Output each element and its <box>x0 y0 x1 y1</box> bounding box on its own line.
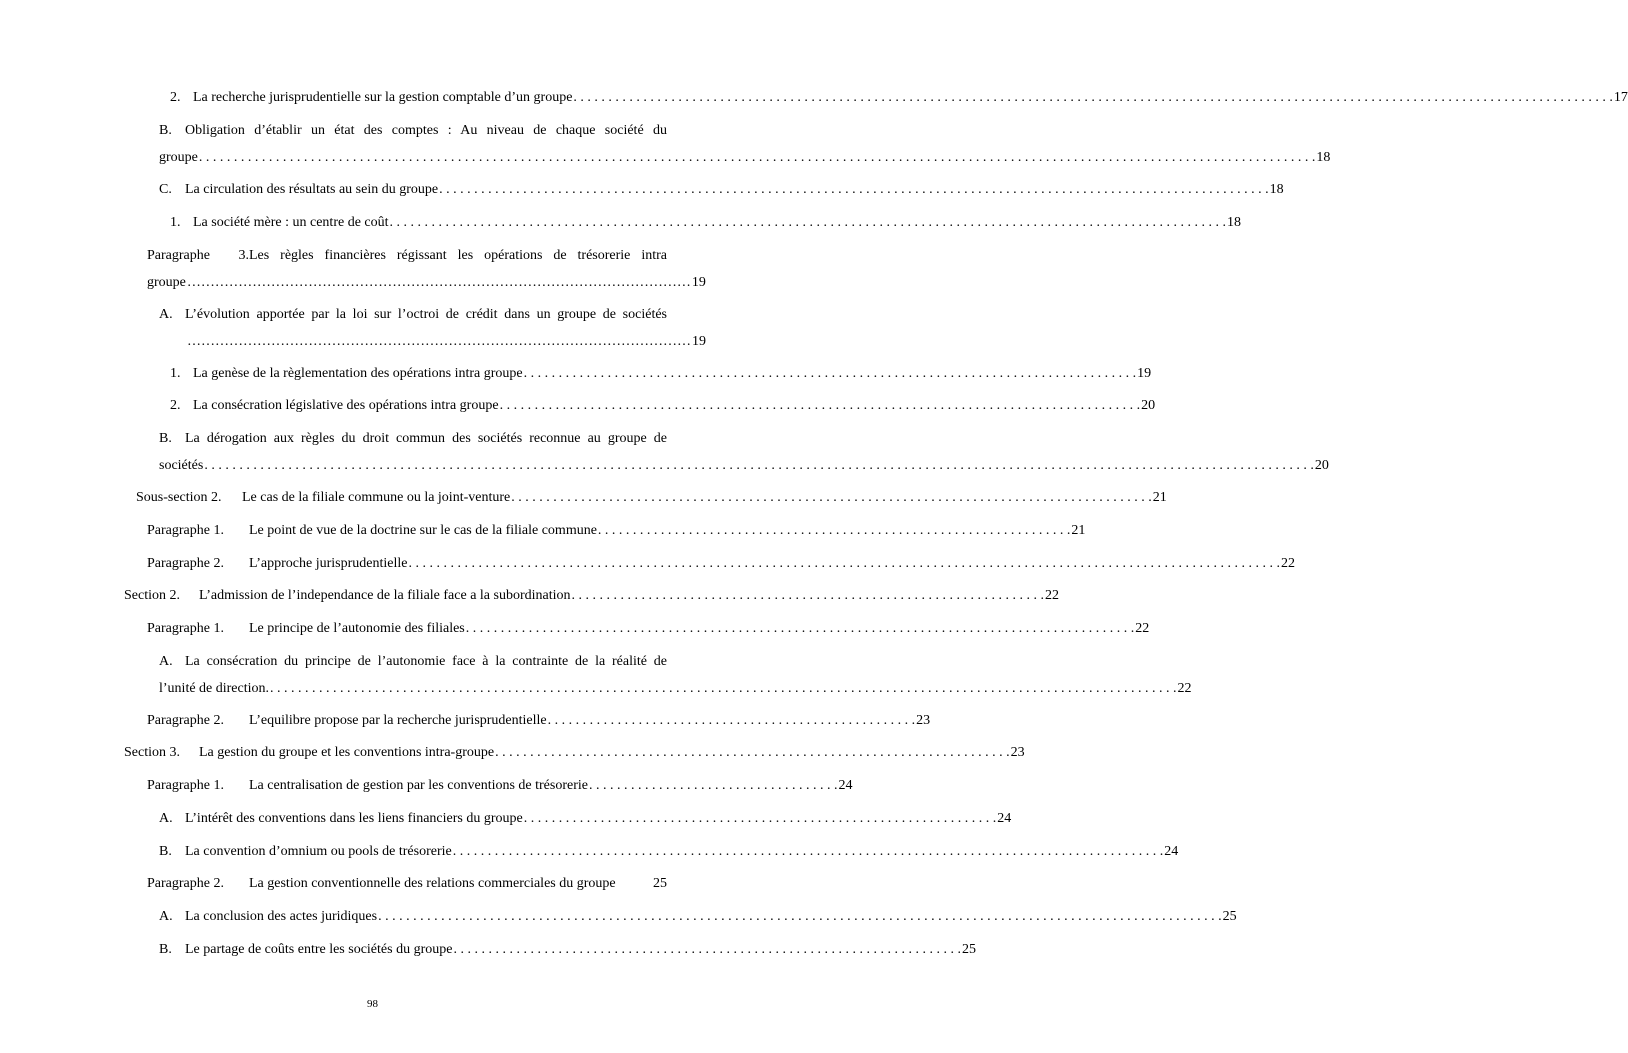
dot-leader: . . . . . . . . . . . . . . . . . . . . . . . . . . . . . . . . . . . . . . . . . . . . . . . . . . . . . . . . . . . . . . . . . . . . . . . . . . . . . . . . . . . . . . . . . . . . . . . . . . . . . . . . . . . . . . . . . . . . . . . . <box>389 215 1227 230</box>
dot-leader: . . . . . . . . . . . . . . . . . . . . . . . . . . . . . . . . . . . . <box>589 778 838 793</box>
toc-entry[interactable] <box>159 649 1192 702</box>
toc-entry-title: L’admission de l’independance de la filiale face a la subordination <box>199 588 571 603</box>
dot-leader: . . . . . . . . . . . . . . . . . . . . . . . . . . . . . . . . . . . . . . . . . . . . . . . . . . . . . . . . . . . . . . . . . . . . . . . . . . . . . . . . . . . . . . . . . . . . . . . . . . . . . . . . . . . . . . . . . . . . . . . . . . . . . . . . . . <box>270 680 1177 696</box>
toc-page-number: 22 <box>1135 621 1150 636</box>
toc-page-number: 18 <box>1269 182 1284 197</box>
dot-leader: . . . . . . . . . . . . . . . . . . . . . . . . . . . . . . . . . . . . . . . . . . . . . . . . . . . . . . . . . . . . . . . . . . . . . . . . . <box>453 942 961 957</box>
toc-entry-title: La genèse de la règlementation des opérations intra groupe <box>193 366 523 381</box>
toc-page-number: 22 <box>1177 680 1192 696</box>
dot-leader: . . . . . . . . . . . . . . . . . . . . . . . . . . . . . . . . . . . . . . . . . . . . . . . . . . . . . . . . . . . . . . . . . . . . . . . . . . . . . . . . . . . . . . . . . . . . . . . . <box>465 621 1135 636</box>
toc-entry-number: A. <box>159 654 173 669</box>
toc-entry[interactable] <box>159 937 976 964</box>
toc-page-number: 25 <box>1222 909 1237 924</box>
dot-leader: . . . . . . . . . . . . . . . . . . . . . . . . . . . . . . . . . . . . . . . . . . . . . . . . . . . . . . . . . . . . . . . . . . . . <box>571 588 1045 603</box>
toc-entry-number: 1. <box>170 215 181 230</box>
toc-entry-title: La consécration législative des opérations intra groupe <box>193 398 499 413</box>
toc-page-number: 18 <box>1227 215 1242 230</box>
toc-entry-number: 1. <box>170 366 181 381</box>
toc-entry-title: La gestion conventionnelle des relations commerciales du groupe <box>249 876 616 891</box>
toc-page-number: 19 <box>692 333 706 349</box>
toc-entry[interactable] <box>124 583 1060 610</box>
toc-entry-number: Paragraphe 2. <box>147 556 224 571</box>
dot-leader: . . . . . . . . . . . . . . . . . . . . . . . . . . . . . . . . . . . . . . . . . . . . . . . . . . . . . . . . . . . . . . . . . . . . . . . . . . <box>495 745 1010 760</box>
toc-entry-number: B. <box>159 123 172 138</box>
toc-entry-number: A. <box>159 811 173 826</box>
toc-entry[interactable] <box>159 118 1331 171</box>
toc-entry-title: La convention d’omnium ou pools de trésorerie <box>185 844 452 859</box>
toc-entry-title: Le principe de l’autonomie des filiales <box>249 621 465 636</box>
toc-page-number: 23 <box>916 713 931 728</box>
dot-leader: . . . . . . . . . . . . . . . . . . . . . . . . . . . . . . . . . . . . . . . . . . . . . . . . . . . . . . . . . . . . . . . . . . . . . . . . . . . . . . . . . . . . . . . . . . . . . . . . . . . . . . . . . . . . . . . . . . . . . . . . . . . . . . . . . . . . . . . . . . . . . . . . . . . . . <box>573 90 1613 105</box>
toc-entry-title-continued: groupe <box>159 149 198 165</box>
toc-entry-title: L’évolution apportée par la loi sur l’octroi de crédit dans un groupe de sociétés <box>185 307 667 322</box>
toc-entry-number: B. <box>159 844 172 859</box>
toc-page-number: 19 <box>1137 366 1152 381</box>
toc-entry-title: La société mère : un centre de coût <box>193 215 389 230</box>
page-footer-number: 98 <box>367 998 378 1010</box>
toc-page-number: 22 <box>1280 556 1295 571</box>
toc-entry-number: B. <box>159 431 172 446</box>
toc-page-number: 18 <box>1316 149 1331 165</box>
toc-entry-title: Le point de vue de la doctrine sur le cas de la filiale commune <box>249 523 597 538</box>
toc-page-number: 25 <box>961 942 976 957</box>
toc-entry[interactable] <box>170 85 1628 112</box>
toc-entry[interactable] <box>147 871 667 898</box>
dot-leader: . . . . . . . . . . . . . . . . . . . . . . . . . . . . . . . . . . . . . . . . . . . . . . . . . . . . . <box>547 713 916 728</box>
toc-entry-number: Paragraphe 1. <box>147 778 224 793</box>
dot-leader: ……………………………………………………………………………………………… <box>187 333 691 349</box>
toc-entry[interactable] <box>170 393 1156 420</box>
toc-entry[interactable] <box>170 361 1152 388</box>
toc-entry[interactable] <box>159 302 706 355</box>
toc-entry-title: Le partage de coûts entre les sociétés du groupe <box>185 942 453 957</box>
toc-entry-number: 2. <box>170 90 181 105</box>
dot-leader: . . . . . . . . . . . . . . . . . . . . . . . . . . . . . . . . . . . . . . . . . . . . . . . . . . . . . . . . . . . . . . . . . . . . . . . . . . . . . . . . . . . . . . . . . . . . . . . . . . . . . . . . . . . . . . . . . . . . . . . <box>439 182 1269 197</box>
toc-entry[interactable] <box>147 616 1150 643</box>
toc-entry-number: A. <box>159 909 173 924</box>
toc-entry[interactable] <box>159 806 1012 833</box>
toc-entry-title-continued: l’unité de direction. <box>159 680 270 696</box>
toc-page-number: 23 <box>1010 745 1025 760</box>
dot-leader: . . . . . . . . . . . . . . . . . . . . . . . . . . . . . . . . . . . . . . . . . . . . . . . . . . . . . . . . . . . . . . . . . . . . . . . . . . . . . . . . . . . . . . . . . . . . . . . . . . . . . . . . . . . . . . . . . . . . . . . . . <box>378 909 1222 924</box>
toc-entry-title-continued: sociétés <box>159 457 204 473</box>
toc-entry-title: Obligation d’établir un état des comptes : Au niveau de chaque société du <box>185 123 667 138</box>
toc-entry[interactable] <box>147 243 706 296</box>
dot-leader: . . . . . . . . . . . . . . . . . . . . . . . . . . . . . . . . . . . . . . . . . . . . . . . . . . . . . . . . . . . . . . . . . . . . . . . . . . . . . . . . . . . . . . . . . . . . . . . . . . . . . . . . . . . . . . . . . . . . . . . . . . . . . . . . . . . . . . . . . . . . . . . . . . . . . . . . . . . . . . . . <box>198 149 1316 165</box>
dot-leader: . . . . . . . . . . . . . . . . . . . . . . . . . . . . . . . . . . . . . . . . . . . . . . . . . . . . . . . . . . . . . . . . . . . . . . . . . . . . . . . . . . . . . . . . . . . . <box>499 398 1141 413</box>
toc-entry-number: 2. <box>170 398 181 413</box>
toc-entry-title-continued: groupe <box>147 274 186 290</box>
toc-entry-number: Paragraphe 3. <box>147 248 249 263</box>
toc-page-number: 17 <box>1613 90 1628 105</box>
toc-entry[interactable] <box>124 740 1025 767</box>
toc-entry-title: La consécration du principe de l’autonomie face à la contrainte de la réalité de <box>185 654 667 669</box>
toc-entry-number: Section 3. <box>124 745 180 760</box>
toc-page-number: 20 <box>1314 457 1329 473</box>
toc-entry-title: La centralisation de gestion par les conventions de trésorerie <box>249 778 588 793</box>
toc-page-number: 24 <box>838 778 853 793</box>
toc-entry-number: Paragraphe 2. <box>147 876 224 891</box>
dot-leader: . . . . . . . . . . . . . . . . . . . . . . . . . . . . . . . . . . . . . . . . . . . . . . . . . . . . . . . . . . . . . . . . . . . . . . . . . . . . . . . . . . . . . . . . . . . . . . . . . . . . . . . . . . . . . . . . . . . . . . . . . . . . . <box>408 556 1280 571</box>
toc-page-number: 24 <box>997 811 1012 826</box>
toc-entry-title: La conclusion des actes juridiques <box>185 909 378 924</box>
toc-entry[interactable] <box>159 839 1179 866</box>
dot-leader: . . . . . . . . . . . . . . . . . . . . . . . . . . . . . . . . . . . . . . . . . . . . . . . . . . . . . . . . . . . . . . . . . . . . . . . . . . . . . . . . . . . . . . . . . . . . <box>511 490 1152 505</box>
dot-leader: . . . . . . . . . . . . . . . . . . . . . . . . . . . . . . . . . . . . . . . . . . . . . . . . . . . . . . . . . . . . . . . . . . . . <box>523 811 997 826</box>
toc-entry-number: Sous-section 2. <box>136 490 222 505</box>
toc-entry-title: La dérogation aux règles du droit commun des sociétés reconnue au groupe de <box>185 431 667 446</box>
toc-page-number: 20 <box>1141 398 1156 413</box>
toc-entry-number: Paragraphe 1. <box>147 523 224 538</box>
toc-entry-number: C. <box>159 182 172 197</box>
toc-entry[interactable] <box>159 426 1329 479</box>
toc-entry[interactable] <box>159 177 1284 204</box>
toc-entry-title: L’intérêt des conventions dans les liens financiers du groupe <box>185 811 523 826</box>
toc-page-number: 22 <box>1045 588 1060 603</box>
toc-entry[interactable] <box>170 210 1242 237</box>
toc-page-number: 21 <box>1152 490 1167 505</box>
dot-leader: ……………………………………………………………………………………………… <box>186 274 691 290</box>
toc-entry[interactable] <box>159 904 1237 931</box>
toc-entry[interactable] <box>147 551 1295 578</box>
toc-entry-title: Les règles financières régissant les opérations de trésorerie intra <box>249 248 667 263</box>
toc-page-number: 24 <box>1164 844 1179 859</box>
toc-entry-number: Paragraphe 2. <box>147 713 224 728</box>
dot-leader: . . . . . . . . . . . . . . . . . . . . . . . . . . . . . . . . . . . . . . . . . . . . . . . . . . . . . . . . . . . . . . . . . . . . . . . . . . . . . . . . . . . . . . . . <box>523 366 1137 381</box>
dot-leader: . . . . . . . . . . . . . . . . . . . . . . . . . . . . . . . . . . . . . . . . . . . . . . . . . . . . . . . . . . . . . . . . . . . . <box>597 523 1071 538</box>
toc-entry-title: La recherche jurisprudentielle sur la gestion comptable d’un groupe <box>193 90 573 105</box>
toc-entry-number: B. <box>159 942 172 957</box>
toc-page-number: 25 <box>653 876 667 891</box>
toc-entry-number: Paragraphe 1. <box>147 621 224 636</box>
toc-entry-title: L’equilibre propose par la recherche jurisprudentielle <box>249 713 547 728</box>
toc-entry-title: La circulation des résultats au sein du groupe <box>185 182 439 197</box>
toc-entry-title: L’approche jurisprudentielle <box>249 556 408 571</box>
toc-entry-title: Le cas de la filiale commune ou la joint-venture <box>242 490 511 505</box>
toc-entry[interactable] <box>147 518 1086 545</box>
dot-leader: . . . . . . . . . . . . . . . . . . . . . . . . . . . . . . . . . . . . . . . . . . . . . . . . . . . . . . . . . . . . . . . . . . . . . . . . . . . . . . . . . . . . . . . . . . . . . . . . . . . . . . . . . . . . . . . . . . . . . . . . . . . . . . . . . . . . . . . . . . . . . . . . . . . . . . . . . . . . . . . <box>204 457 1314 473</box>
dot-leader: . . . . . . . . . . . . . . . . . . . . . . . . . . . . . . . . . . . . . . . . . . . . . . . . . . . . . . . . . . . . . . . . . . . . . . . . . . . . . . . . . . . . . . . . . . . . . . . . . . . . . . <box>452 844 1164 859</box>
toc-entry[interactable] <box>136 485 1167 512</box>
toc-entry[interactable] <box>147 773 853 800</box>
toc-entry[interactable] <box>147 708 931 735</box>
toc-entry-number: A. <box>159 307 173 322</box>
toc-page-number: 21 <box>1071 523 1086 538</box>
toc-page-number: 19 <box>691 274 706 290</box>
toc-entry-number: Section 2. <box>124 588 180 603</box>
toc-entry-title: La gestion du groupe et les conventions intra-groupe <box>199 745 495 760</box>
